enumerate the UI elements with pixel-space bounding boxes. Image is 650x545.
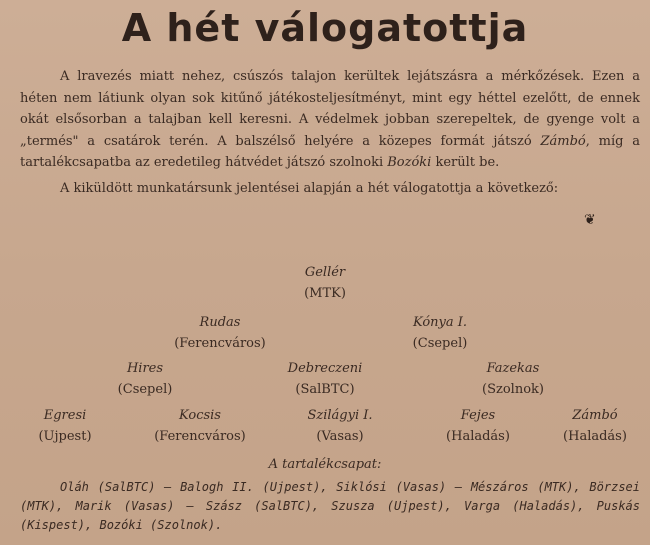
article-body	[20, 66, 640, 199]
player-goalkeeper	[275, 262, 375, 304]
player-forward-1	[20, 405, 110, 447]
player-club: (MTK)	[304, 286, 346, 301]
player-club: (Csepel)	[117, 382, 173, 397]
player-forward-2	[135, 405, 265, 447]
player-name: Szilágyi I.	[307, 408, 373, 423]
player-club: (Haladás)	[446, 429, 510, 444]
player-name: Rudas	[199, 315, 241, 330]
player-name: Fazekas	[486, 361, 540, 376]
intro-name-zambo: Zámbó	[540, 133, 586, 149]
player-forward-4	[428, 405, 528, 447]
player-club: (Ferencváros)	[174, 336, 266, 351]
player-name: Egresi	[43, 408, 87, 423]
player-back-right	[380, 312, 500, 354]
player-name: Zámbó	[572, 408, 618, 423]
player-half-left	[90, 358, 200, 400]
player-club: (Csepel)	[412, 336, 468, 351]
player-club: (Ujpest)	[38, 429, 92, 444]
player-club: (Ferencváros)	[154, 429, 246, 444]
intro-text-c: került be.	[431, 155, 500, 170]
player-name: Kónya I.	[412, 315, 468, 330]
player-name: Kocsis	[179, 408, 221, 423]
player-club: (Haladás)	[563, 429, 627, 444]
player-forward-5	[545, 405, 645, 447]
ink-mark: ❦	[584, 212, 596, 228]
player-club: (Szolnok)	[482, 382, 544, 397]
player-name: Debreczeni	[287, 361, 363, 376]
player-half-center	[265, 358, 385, 400]
player-half-right	[458, 358, 568, 400]
intro-paragraph-2: A kiküldött munkatársunk jelentései alapján a hét válogatottja a következő:	[60, 180, 559, 196]
intro-text-a: A lravezés miatt nehez, csúszós talajon kerültek lejátszásra a mérkőzések. Ezen a héten nem látiunk olyan sok kitűnő játékosteljesítményt, mint egy héttel ezelőtt, de ennek okát elsősorban a talajban kell keresni. A védelmek jobban szerepeltek, de gyenge volt a „termés" a csatárok terén. A balszélső helyére a közepes formát játszó	[20, 69, 640, 149]
player-name: Hires	[126, 361, 164, 376]
intro-text-b: , míg a tartalékcsapatba az eredetileg hátvédet játszó szolnoki	[20, 133, 640, 170]
reserves-heading: A tartalékcsapat:	[268, 457, 382, 472]
player-club: (Vasas)	[316, 429, 364, 444]
player-forward-3	[285, 405, 395, 447]
player-name: Fejes	[460, 408, 496, 423]
intro-paragraph-1	[20, 66, 640, 174]
player-back-left	[150, 312, 290, 354]
player-club: (SalBTC)	[295, 382, 355, 397]
article-title: A hét válogatottja	[121, 6, 529, 50]
intro-name-bozoki: Bozóki	[387, 155, 432, 170]
player-name: Gellér	[304, 265, 346, 280]
reserves-list: Oláh (SalBTC) — Balogh II. (Ujpest), Siklósi (Vasas) — Mészáros (MTK), Börzsei (MTK), Marik (Vasas) — Szász (SalBTC), Szusza (Ujpest), Varga (Haladás), Puskás (Kispest), Bozóki (Szolnok).	[20, 480, 640, 532]
